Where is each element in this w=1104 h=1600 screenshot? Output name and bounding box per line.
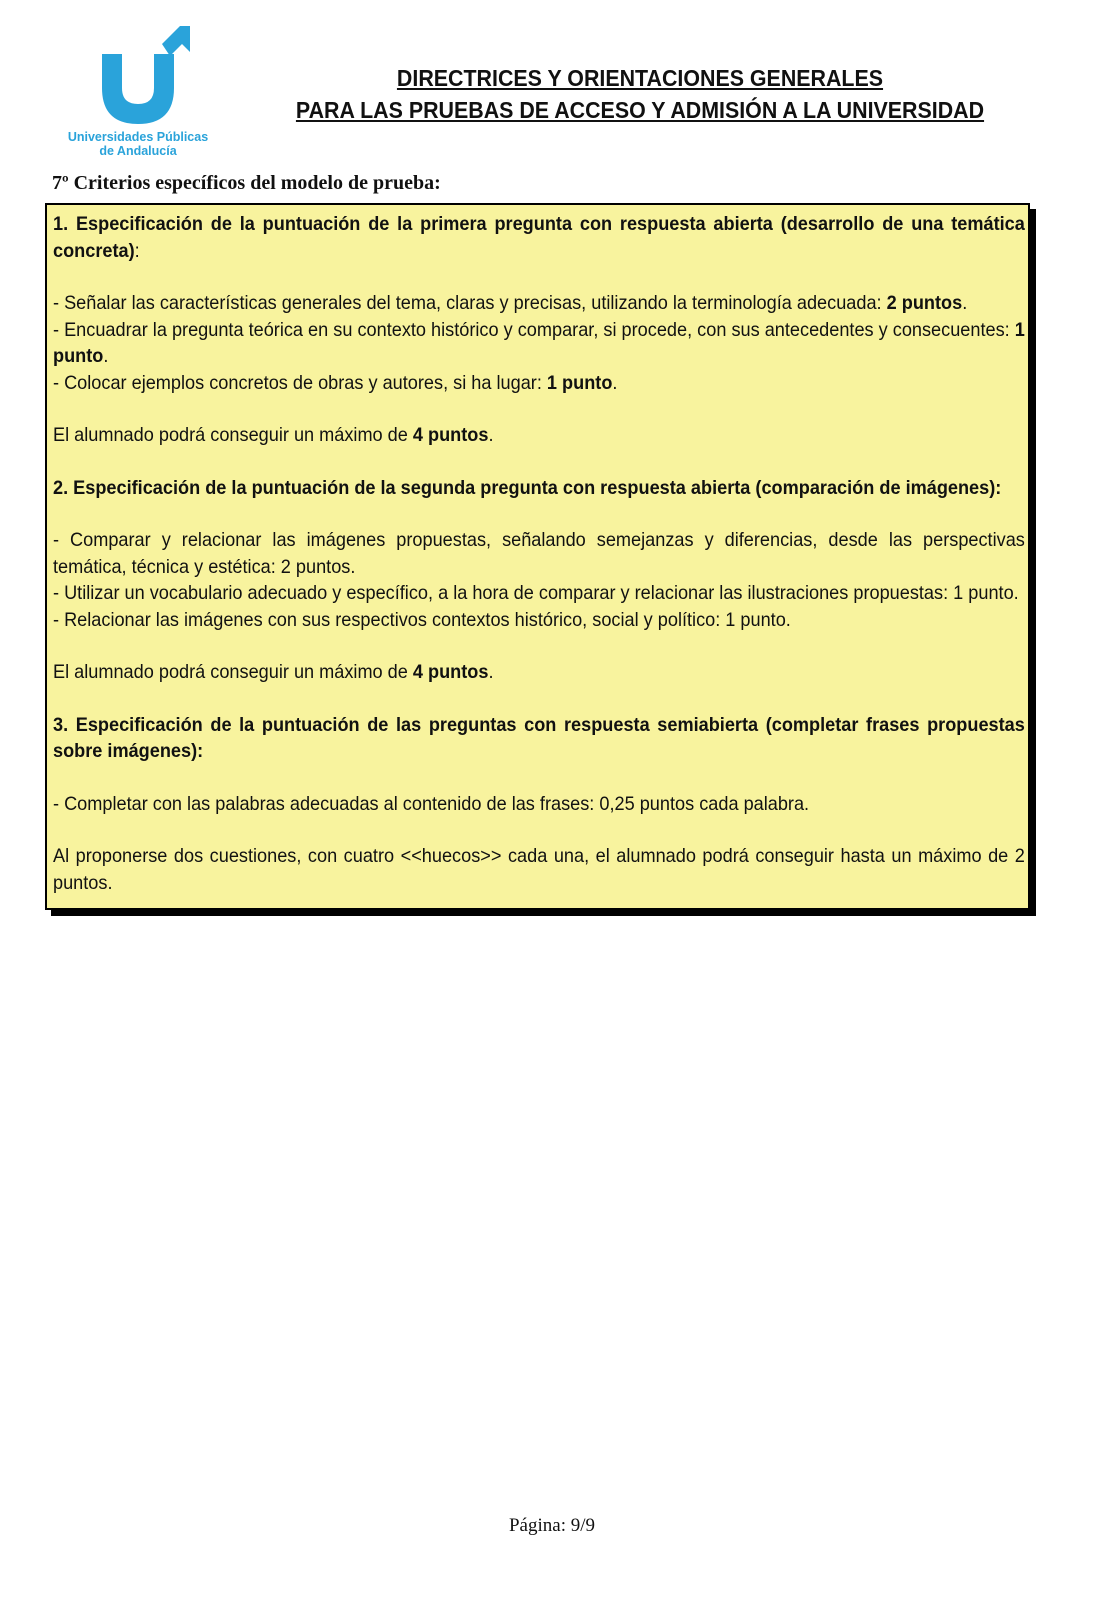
criteria-box — [45, 203, 1030, 910]
q1-max: El alumnado podrá conseguir un máximo de 4 puntos. — [53, 424, 494, 446]
q2-max: El alumnado podrá conseguir un máximo de 4 puntos. — [53, 661, 494, 683]
u-logo-icon — [98, 26, 198, 126]
logo-text-line2: de Andalucía — [99, 144, 177, 158]
logo-text-line1: Universidades Públicas — [67, 130, 209, 144]
document-header — [270, 62, 1010, 126]
q3-heading: 3. Especificación de la puntuación de las preguntas con respuesta semiabierta (completar frases propuestas sobre imágenes): — [53, 713, 1025, 762]
q3-closing: Al proponerse dos cuestiones, con cuatro <<huecos>> cada una, el alumnado podrá conseguir hasta un máximo de 2 puntos. — [53, 845, 1025, 894]
q2-item1: - Comparar y relacionar las imágenes propuestas, señalando semejanzas y diferencias, desde las perspectivas temática, técnica y estética: 2 puntos. — [53, 529, 1025, 578]
q1-item2: - Encuadrar la pregunta teórica en su contexto histórico y comparar, si procede, con sus antecedentes y consecuentes: 1 punto. — [53, 318, 1025, 367]
q1-heading: 1. Especificación de la puntuación de la primera pregunta con respuesta abierta (desarrollo de una temática concreta): — [53, 213, 1025, 262]
q2-item2: - Utilizar un vocabulario adecuado y específico, a la hora de comparar y relacionar las ilustraciones propuestas: 1 punto. — [53, 582, 1019, 604]
q3-item1: - Completar con las palabras adecuadas al contenido de las frases: 0,25 puntos cada palabra. — [53, 792, 810, 815]
page-number: Página: 9/9 — [508, 1515, 596, 1536]
header-line2: PARA LAS PRUEBAS DE ACCESO Y ADMISIÓN A LA UNIVERSIDAD — [295, 97, 985, 123]
q2-heading: 2. Especificación de la puntuación de la segunda pregunta con respuesta abierta (comparación de imágenes): — [53, 476, 1002, 499]
universidades-publicas-logo — [58, 26, 218, 158]
q2-item3: - Relacionar las imágenes con sus respectivos contextos histórico, social y político: 1 punto. — [53, 608, 791, 631]
q1-item1: - Señalar las características generales del tema, claras y precisas, utilizando la terminología adecuada: 2 puntos. — [53, 292, 968, 314]
header-line1: DIRECTRICES Y ORIENTACIONES GENERALES — [396, 65, 884, 91]
section-title: 7º Criterios específicos del modelo de prueba: — [52, 172, 441, 194]
q1-item3: - Colocar ejemplos concretos de obras y autores, si ha lugar: 1 punto. — [53, 371, 618, 394]
